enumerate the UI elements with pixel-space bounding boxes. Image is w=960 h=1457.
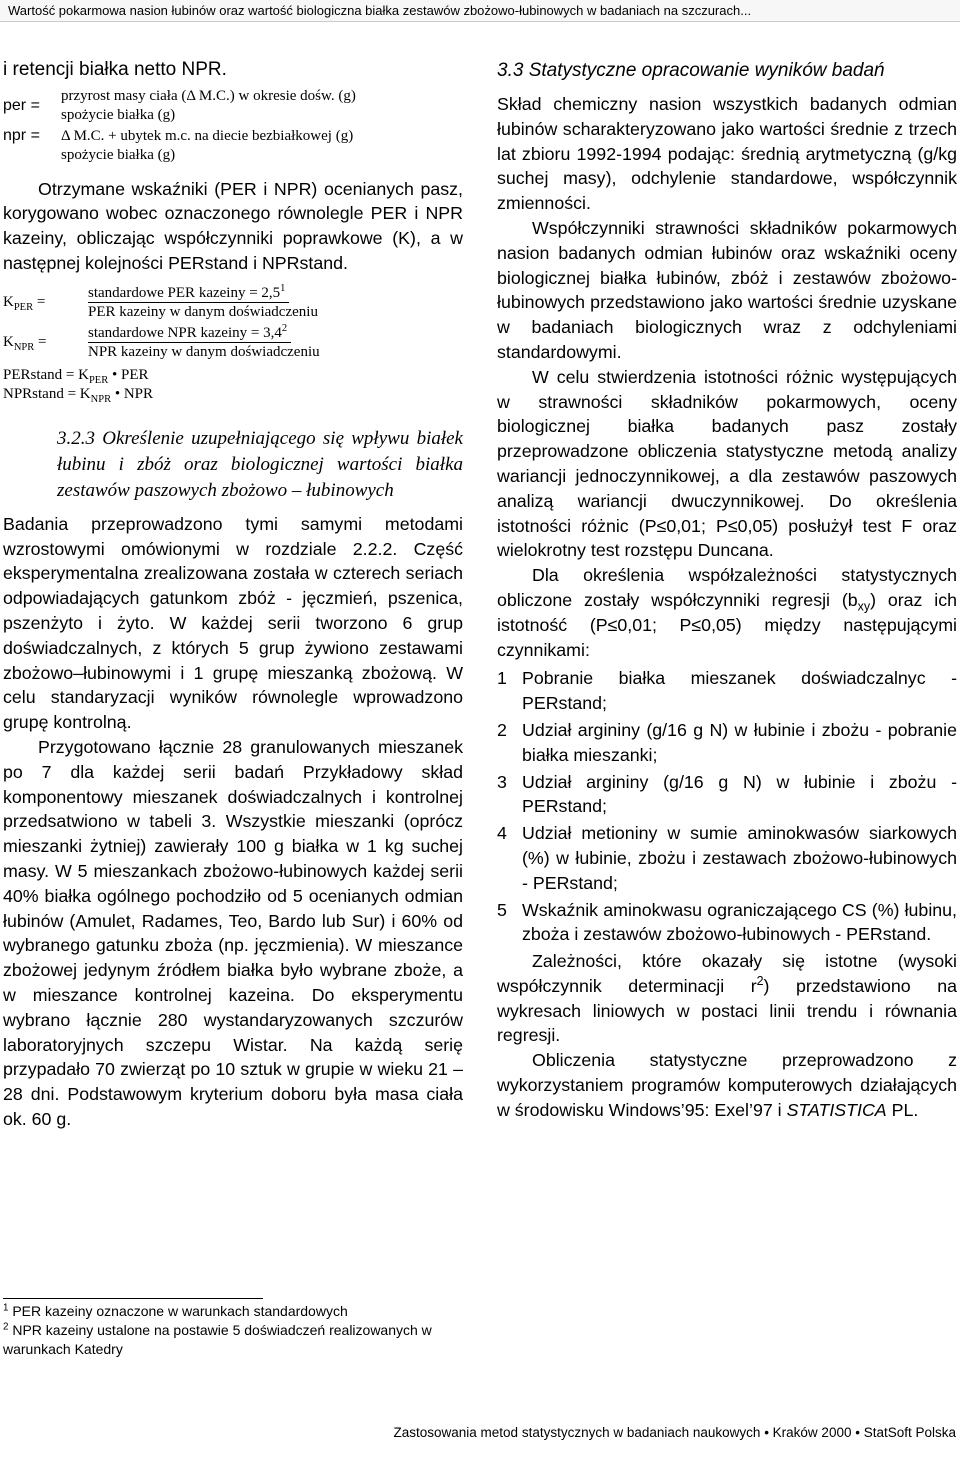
paragraph-methods: Badania przeprowadzono tymi samymi metodami wzrostowymi omówionymi w rozdziale 2.2.2. Część eksperymentalna zrealizowana została w czterech seriach odpowiadających gatunkom zbóż - jęczmień, pszenica, pszenżyto i żyto. W każdej serii tworzono 6 grup doświadczalnych, z których 5 grup żywiono zestawami zbożowo–łubinowymi i 1 grupę mieszanką zbożową. W celu standaryzacji wyników równolegle wprowadzono grupę kontrolną. (3, 513, 463, 733)
per-numerator: przyrost masy ciała (Δ M.C.) w okresie dośw. (g) (61, 87, 356, 104)
npr-numerator: Δ M.C. + ubytek m.c. na diecie bezbiałkowej (g) (61, 127, 354, 144)
paragraph-mixtures: Przygotowano łącznie 28 granulowanych mieszanek po 7 dla każdej serii badań Przykładowy skład komponentowy mieszanek doświadczalnych i kontrolnej przedsatwiono w tabeli 3. Wszystkie mieszanki (oprócz mieszanki żytniej) zawierały 100 g białka w 1 kg suchej masy. W 5 mieszankach zbożowo-łubinowych każdej serii 40% białka ogólnego pochodziło od 5 ocenianych odmian łubinów (Amulet, Radames, Teo, Bardo lub Sur) i 60% od wybranego gatunku zboża (np. jęczmienia). W mieszance zbożowej jedynym źródłem białka było wybrane zboże, a w mieszance kontrolnej kazeina. Do eksperymentu wybrano łącznie 280 wystandaryzowanych szczurów laboratoryjnych szczepu Wistar. Na każdą serię przypadało 70 zwierząt po 10 sztuk w grupie w wieku 21 – 28 dni. Podstawowym kryterium doboru była masa ciała ok. 60 g. (3, 736, 463, 1129)
k-per-numerator: standardowe PER kazeiny = $2,5^1$ (88, 284, 289, 303)
list-item: 3 Udział argininy (g/16 g N) w łubinie i zbożu - PERstand; (497, 771, 957, 817)
k-npr-denominator: NPR kazeiny w danym doświadczeniu (88, 343, 320, 360)
footnote-1: $^1$ PER kazeiny oznaczone w warunkach standardowych (3, 1302, 348, 1319)
section-heading-3-3: 3.3 Statystyczne opracowanie wyników badań (497, 60, 885, 81)
paragraph-anova: W celu stwierdzenia istotności różnic występujących w strawności składników pokarmowych, oceny biologicznej białka badanych pasz zostały przeprowadzone obliczenia statystyczne metodą analizy wariancji jednoczynnikowej, a dla zestawów paszowych analizą wariancji dwuczynnikowej. Do określenia istotności różnic (P≤0,01; P≤0,05) posłużył test F oraz wielokrotny test rozstępu Duncana. (497, 366, 957, 561)
paragraph-software: Obliczenia statystyczne przeprowadzono z wykorzystaniem programów komputerowych działających w środowisku Windows’95: Exel’97 i STATISTICA PL. (497, 1050, 957, 1120)
nprstand-formula: NPRstand = $K_{NPR}$ • NPR (3, 385, 154, 405)
list-item: 5 Wskaźnik aminokwasu ograniczającego CS (%) łubinu, zboża i zestawów zbożowo-łubinowych - PERstand. (497, 899, 957, 945)
per-formula (3, 87, 463, 127)
npr-denominator: spożycie białka (g) (61, 146, 176, 163)
left-column (3, 58, 463, 1132)
paragraph-regression: Dla określenia współzależności statystycznych obliczone zostały współczynniki regresji $(b_{xy})$ oraz ich istotność (P≤0,01; P≤0,05) między następującymi czynnikami: (497, 565, 957, 660)
section-heading-3-2-3: 3.2.3 Określenie uzupełniającego się wpływu białek łubinu i zbóż oraz biologicznej wartości białka zestawów paszowych zbożowo – łubinowych (57, 427, 463, 501)
running-header-title: Wartość pokarmowa nasion łubinów oraz wartość biologiczna białka zestawów zbożowo-łubinowych w badaniach na szczurach... (8, 3, 752, 18)
footnote-2: $^2$ NPR kazeiny ustalone na postawie 5 doświadczeń realizowanych w warunkach Katedry (3, 1321, 432, 1357)
footnotes (3, 1302, 463, 1359)
paragraph-digestibility: Współczynniki strawności składników pokarmowych nasion badanych odmian łubinów oraz wskaźniki oceny biologicznej białka łubinów, zbóż i zestawów zbożowo-łubinowych przedstawiono jako wartości średnie uzyskane w badaniach biologicznych wraz z odchyleniami standardowymi. (497, 217, 957, 362)
factor-list (497, 666, 957, 947)
k-per-denominator: PER kazeiny w danym doświadczeniu (88, 303, 318, 320)
paragraph-indices: Otrzymane wskaźniki (PER i NPR) ocenianych pasz, korygowano wobec oznaczonego równolegle PER i NPR kazeiny, obliczając współczynniki poprawkowe (K), a w następnej kolejności PERstand i NPRstand. (3, 178, 463, 273)
per-denominator: spożycie białka (g) (61, 106, 176, 123)
running-header (0, 0, 960, 22)
paragraph-trend: Zależności, które okazały się istotne (wysoki współczynnik determinacji $r^2$) przedstawiono na wykresach liniowych w postaci linii trendu i równania regresji. (497, 951, 957, 1046)
npr-label: npr = (3, 126, 40, 144)
k-npr-lhs: $K_{NPR}$ = (3, 333, 47, 353)
k-npr-formula (3, 324, 463, 364)
page-footer: Zastosowania metod statystycznych w badaniach naukowych • Kraków 2000 • StatSoft Polska (393, 1425, 956, 1440)
footnote-rule (3, 1298, 263, 1299)
k-per-formula (3, 284, 463, 324)
list-item: 1 Pobranie białka mieszanek doświadczalnyc - PERstand; (497, 668, 957, 714)
perstand-formula: PERstand = $K_{PER}$ • PER (3, 366, 149, 386)
list-item: 2 Udział argininy (g/16 g N) w łubinie i zbożu - pobranie białka mieszanki; (497, 719, 957, 765)
right-column (497, 58, 957, 1123)
k-npr-numerator: standardowe NPR kazeiny = $3,4^2$ (88, 324, 291, 343)
npr-formula (3, 127, 463, 171)
list-item: 4 Udział metioniny w sumie aminokwasów siarkowych (%) w łubinie, zbożu i zestawach zbożowo-łubinowych - PERstand; (497, 823, 957, 893)
per-label: per = (3, 96, 40, 114)
intro-line: i retencji białka netto NPR. (3, 59, 227, 80)
paragraph-composition: Skład chemiczny nasion wszystkich badanych odmian łubinów scharakteryzowano jako wartości średnie z trzech lat zbioru 1992-1994 podając: średnią arytmetyczną (g/kg suchej masy), odchylenie standardowe, współczynnik zmienności. (497, 94, 957, 214)
k-per-lhs: $K_{PER}$ = (3, 293, 46, 313)
